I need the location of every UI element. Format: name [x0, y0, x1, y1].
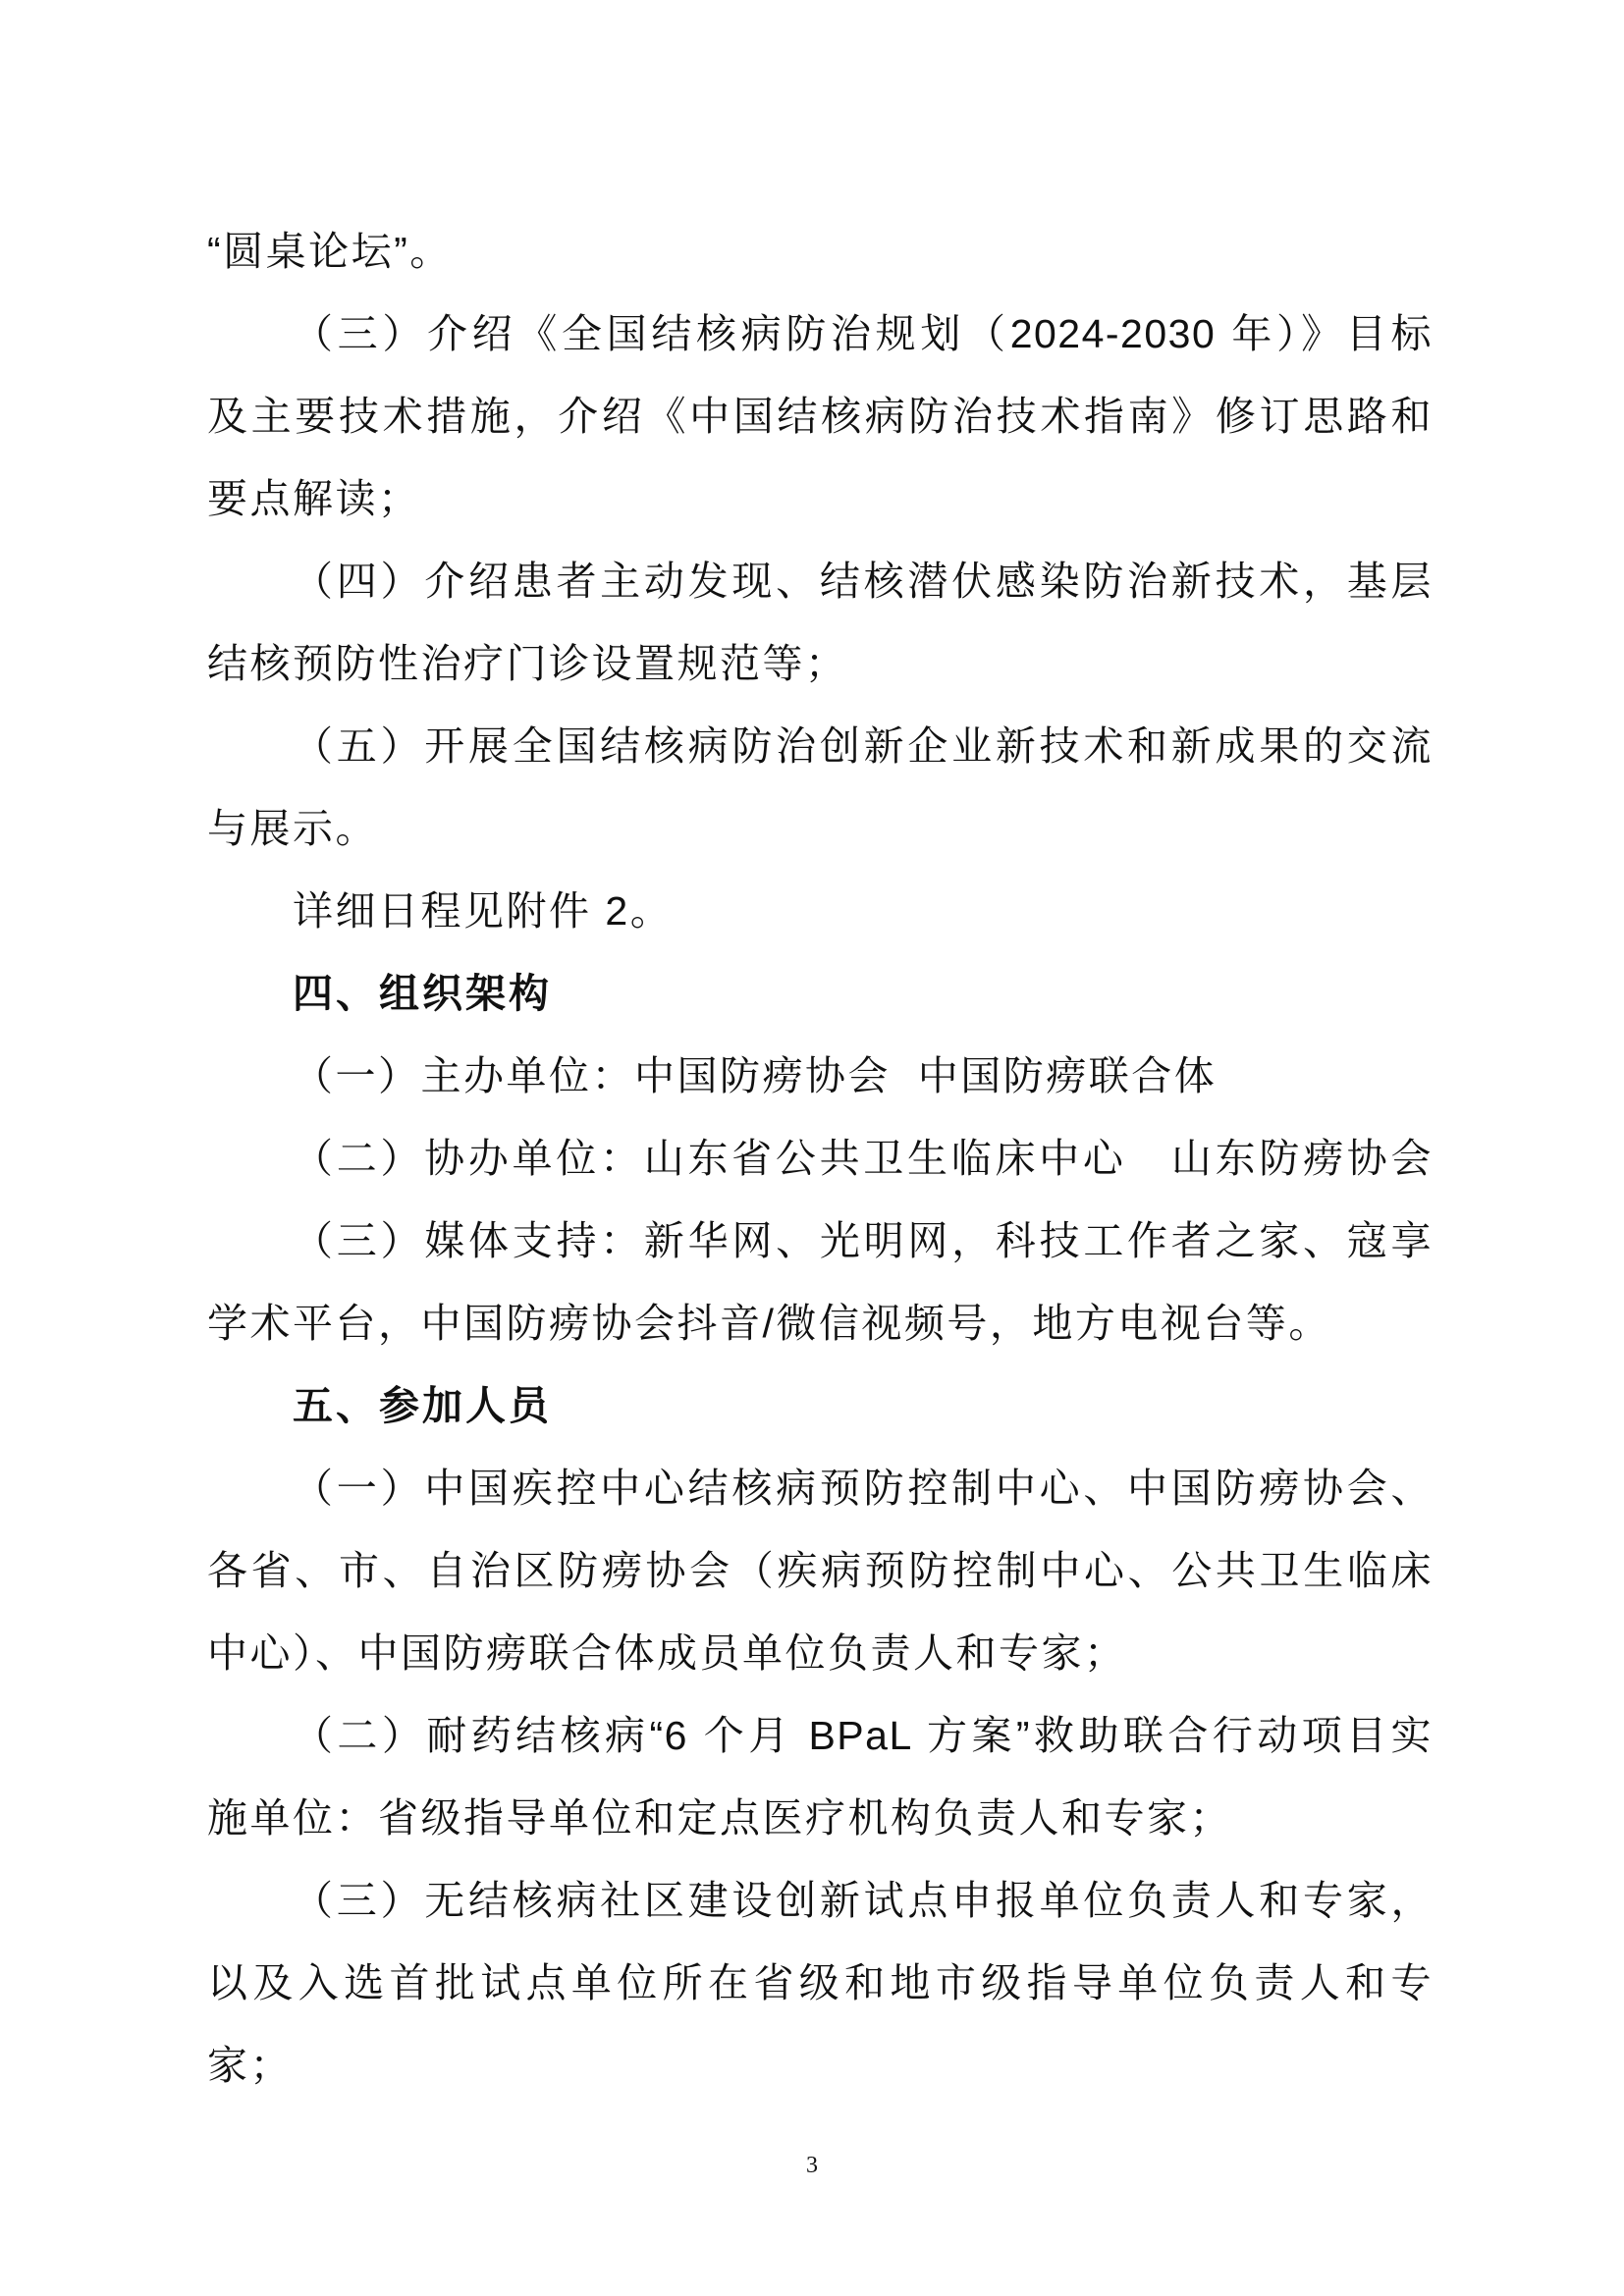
paragraph: [207, 705, 1433, 870]
text-line: （二）协办单位：山东省公共卫生临床中心 山东防痨协会: [293, 1136, 1433, 1181]
text-line: （三）媒体支持：新华网、光明网，科技工作者之家、寇享: [293, 1218, 1433, 1263]
text-line: 详细日程见附件 2。: [293, 888, 674, 934]
text-line: （一）中国疾控中心结核病预防控制中心、中国防痨协会、: [293, 1466, 1433, 1511]
text-line: “圆桌论坛”。: [207, 229, 453, 274]
text-line: （三）介绍《全国结核病防治规划（2024-2030 年）》目标: [293, 311, 1433, 356]
paragraph: [207, 1447, 1433, 1694]
text-line: 学术平台，中国防痨协会抖音/微信视频号，地方电视台等。: [207, 1301, 1331, 1346]
text-line: （一）主办单位：中国防痨协会 中国防痨联合体: [293, 1053, 1218, 1098]
section-participants: [207, 1364, 1433, 2107]
text-line: 与展示。: [207, 806, 378, 851]
section-heading: 五、参加人员: [293, 1383, 552, 1428]
text-line: （二）耐药结核病“6 个月 BPaL 方案”救助联合行动项目实: [293, 1713, 1433, 1758]
page-number: 3: [806, 2153, 818, 2178]
paragraph: [207, 870, 1433, 952]
document-body: [207, 210, 1433, 2107]
paragraph: [207, 540, 1433, 705]
paragraph: [207, 1035, 1433, 1117]
text-line: 及主要技术措施，介绍《中国结核病防治技术指南》修订思路和: [207, 394, 1433, 439]
text-line: 中心）、中国防痨联合体成员单位负责人和专家；: [207, 1630, 1127, 1676]
text-line: 家；: [207, 2043, 293, 2088]
text-line: （五）开展全国结核病防治创新企业新技术和新成果的交流: [293, 723, 1433, 769]
paragraph: [207, 210, 1433, 293]
section-heading: 四、组织架构: [293, 971, 552, 1016]
paragraph: [207, 293, 1433, 540]
section-organization: [207, 952, 1433, 1364]
text-line: （三）无结核病社区建设创新试点申报单位负责人和专家，: [293, 1878, 1433, 1923]
section-continued: [207, 210, 1433, 952]
text-line: （四）介绍患者主动发现、结核潜伏感染防治新技术，基层: [293, 559, 1433, 604]
paragraph: [207, 1859, 1433, 2107]
text-line: 以及入选首批试点单位所在省级和地市级指导单位负责人和专: [207, 1960, 1433, 2005]
text-line: 结核预防性治疗门诊设置规范等；: [207, 641, 848, 686]
paragraph: [207, 1117, 1433, 1200]
text-line: 要点解读；: [207, 476, 421, 521]
text-line: 各省、市、自治区防痨协会（疾病预防控制中心、公共卫生临床: [207, 1548, 1433, 1593]
paragraph: [207, 1694, 1433, 1859]
paragraph: [207, 1200, 1433, 1364]
text-line: 施单位：省级指导单位和定点医疗机构负责人和专家；: [207, 1795, 1232, 1841]
